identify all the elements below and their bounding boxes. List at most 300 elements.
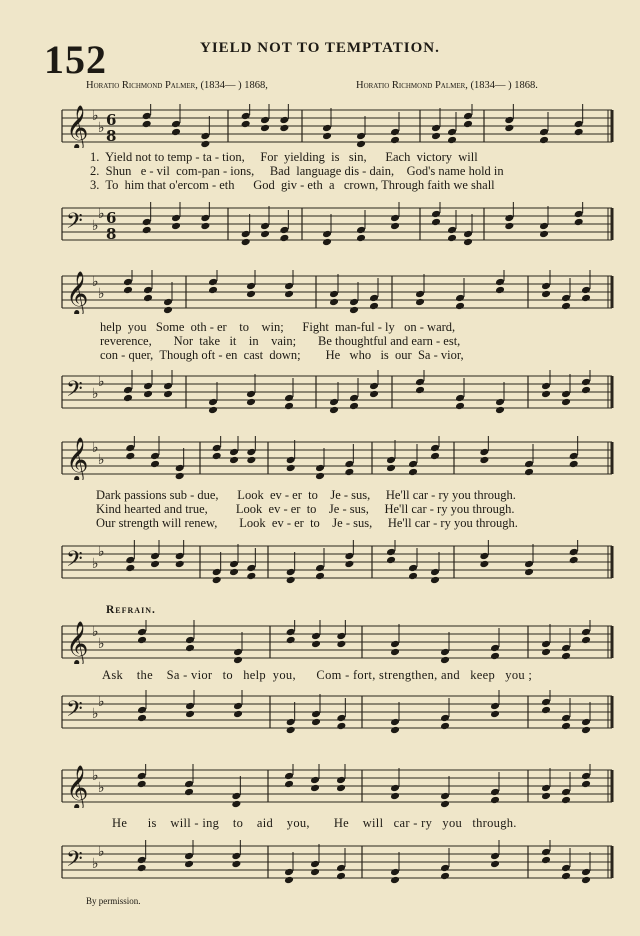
notehead (504, 124, 514, 133)
notehead (561, 644, 571, 653)
notehead (286, 456, 296, 465)
notehead (123, 386, 133, 395)
notehead (125, 444, 135, 453)
notehead (246, 456, 256, 465)
notehead (581, 780, 591, 789)
notehead (390, 648, 400, 657)
notehead (495, 406, 505, 414)
notehead (524, 568, 534, 577)
lyric-line: Dark passions sub - due, Look ev - er to Je - sus, He'll car - ry you through. (96, 488, 516, 502)
notehead (479, 456, 489, 465)
notehead (137, 772, 147, 781)
refrain-lyric: He is will - ing to aid you, He will car - ry you through. (112, 816, 517, 830)
notehead (125, 564, 135, 573)
notehead (229, 568, 239, 577)
notehead (260, 124, 270, 133)
notehead (200, 214, 210, 223)
notehead (581, 868, 591, 877)
notehead (561, 398, 571, 407)
notehead (246, 398, 256, 407)
notehead (329, 298, 339, 307)
notehead (286, 718, 296, 727)
notehead (524, 468, 534, 477)
notehead (171, 120, 181, 129)
notehead (569, 452, 579, 461)
notehead (163, 390, 173, 399)
notehead (541, 784, 551, 793)
notehead (310, 784, 320, 793)
notehead (581, 628, 591, 637)
notehead (233, 648, 243, 657)
notehead (390, 136, 400, 145)
treble-clef-icon: 𝄞 (66, 437, 89, 480)
lyric-line: help you Some oth - er to win; Fight man-ful - ly on - ward, (100, 320, 456, 334)
notehead (561, 294, 571, 303)
flat-icon: ♭ (98, 636, 105, 652)
notehead (233, 656, 243, 664)
notehead (310, 868, 320, 877)
notehead (581, 876, 591, 884)
bass-staff (0, 370, 640, 414)
notehead (541, 390, 551, 399)
notehead (541, 648, 551, 657)
notehead (260, 116, 270, 125)
notehead (561, 302, 571, 311)
notehead (539, 128, 549, 137)
flat-icon: ♭ (98, 694, 105, 710)
notehead (246, 282, 256, 291)
notehead (431, 124, 441, 133)
notehead (137, 636, 147, 645)
refrain-lyric: Ask the Sa - vior to help you, Com - fort, strengthen, and keep you ; (102, 668, 533, 682)
flat-icon: ♭ (92, 440, 99, 456)
notehead (143, 382, 153, 391)
notehead (163, 306, 173, 314)
notehead (369, 294, 379, 303)
notehead (246, 390, 256, 399)
notehead (541, 282, 551, 291)
notehead (390, 726, 400, 734)
notehead (569, 548, 579, 557)
notehead (284, 394, 294, 403)
notehead (142, 112, 152, 121)
notehead (246, 564, 256, 573)
notehead (336, 632, 346, 641)
notehead (390, 214, 400, 223)
notehead (369, 302, 379, 311)
notehead (137, 706, 147, 715)
notehead (212, 576, 222, 584)
notehead (356, 140, 366, 148)
bass-staff (0, 840, 640, 884)
notehead (356, 226, 366, 235)
notehead (431, 132, 441, 141)
time-signature-bottom: 8 (106, 225, 117, 243)
notehead (175, 552, 185, 561)
lyric-line: reverence, Nor take it in vain; Be thoughtful and earn - est, (100, 334, 461, 348)
treble-staff (0, 620, 640, 664)
notehead (212, 444, 222, 453)
notehead (233, 710, 243, 719)
notehead (260, 230, 270, 239)
notehead (490, 796, 500, 805)
treble-clef-icon: 𝄞 (66, 765, 89, 808)
notehead (212, 568, 222, 577)
time-signature-top: 6 (106, 209, 117, 227)
notehead (541, 640, 551, 649)
notehead (184, 788, 194, 797)
notehead (463, 120, 473, 129)
notehead (447, 136, 457, 145)
notehead (539, 230, 549, 239)
notehead (390, 792, 400, 801)
notehead (184, 780, 194, 789)
notehead (185, 710, 195, 719)
notehead (541, 792, 551, 801)
bass-clef-icon: 𝄢 (66, 697, 83, 727)
notehead (142, 120, 152, 129)
notehead (440, 714, 450, 723)
notehead (455, 302, 465, 311)
notehead (455, 394, 465, 403)
notehead (581, 772, 591, 781)
notehead (185, 636, 195, 645)
notehead (284, 290, 294, 299)
notehead (241, 230, 251, 239)
notehead (279, 226, 289, 235)
notehead (336, 776, 346, 785)
notehead (495, 286, 505, 295)
notehead (143, 294, 153, 303)
flat-icon: ♭ (98, 780, 105, 796)
notehead (386, 464, 396, 473)
notehead (142, 218, 152, 227)
notehead (231, 800, 241, 808)
notehead (123, 394, 133, 403)
notehead (336, 864, 346, 873)
notehead (200, 222, 210, 231)
flat-icon: ♭ (92, 108, 99, 124)
lyric-line: Our strength will renew, Look ev - er to Je - sus, He'll car - ry you through. (96, 516, 518, 530)
notehead (561, 390, 571, 399)
notehead (231, 860, 241, 869)
notehead (524, 560, 534, 569)
notehead (490, 852, 500, 861)
notehead (137, 856, 147, 865)
notehead (430, 444, 440, 453)
notehead (150, 560, 160, 569)
notehead (286, 636, 296, 645)
flat-icon: ♭ (98, 374, 105, 390)
notehead (241, 112, 251, 121)
notehead (574, 128, 584, 137)
notehead (279, 124, 289, 133)
notehead (246, 572, 256, 581)
notehead (479, 448, 489, 457)
notehead (447, 226, 457, 235)
notehead (490, 788, 500, 797)
notehead (539, 222, 549, 231)
notehead (123, 278, 133, 287)
lyric-line: 1. Yield not to temp - ta - tion, For yielding is sin, Each victory will (90, 150, 478, 164)
notehead (322, 238, 332, 246)
notehead (430, 576, 440, 584)
hymn-number: 152 (44, 37, 107, 82)
treble-clef-icon: 𝄞 (66, 621, 89, 664)
notehead (581, 378, 591, 387)
notehead (390, 222, 400, 231)
notehead (185, 702, 195, 711)
hymn-title: YIELD NOT TO TEMPTATION. (200, 40, 440, 56)
notehead (286, 628, 296, 637)
notehead (279, 116, 289, 125)
notehead (284, 876, 294, 884)
notehead (415, 386, 425, 395)
notehead (504, 116, 514, 125)
notehead (463, 230, 473, 239)
notehead (336, 784, 346, 793)
notehead (415, 290, 425, 299)
notehead (490, 860, 500, 869)
notehead (260, 222, 270, 231)
notehead (344, 460, 354, 469)
notehead (315, 564, 325, 573)
notehead (143, 390, 153, 399)
notehead (479, 560, 489, 569)
notehead (344, 552, 354, 561)
notehead (386, 556, 396, 565)
treble-staff (0, 270, 640, 314)
notehead (349, 298, 359, 307)
notehead (229, 456, 239, 465)
notehead (349, 306, 359, 314)
flat-icon: ♭ (98, 286, 105, 302)
notehead (229, 448, 239, 457)
notehead (143, 286, 153, 295)
notehead (408, 460, 418, 469)
flat-icon: ♭ (92, 624, 99, 640)
notehead (137, 864, 147, 873)
notehead (447, 128, 457, 137)
notehead (561, 864, 571, 873)
notehead (463, 112, 473, 121)
notehead (208, 286, 218, 295)
notehead (125, 556, 135, 565)
notehead (311, 640, 321, 649)
notehead (447, 234, 457, 243)
bass-clef-icon: 𝄢 (66, 209, 83, 239)
notehead (490, 710, 500, 719)
notehead (561, 714, 571, 723)
notehead (208, 398, 218, 407)
notehead (490, 702, 500, 711)
notehead (137, 780, 147, 789)
notehead (171, 128, 181, 137)
refrain-label: Refrain. (106, 604, 156, 616)
flat-icon: ♭ (92, 768, 99, 784)
notehead (125, 452, 135, 461)
notehead (356, 234, 366, 243)
lyric-line: 3. To him that o'ercom - eth God giv - eth a crown, Through faith we shall (90, 178, 495, 192)
notehead (231, 792, 241, 801)
notehead (581, 294, 591, 303)
notehead (581, 386, 591, 395)
notehead (150, 452, 160, 461)
treble-staff (0, 436, 640, 480)
flat-icon: ♭ (92, 706, 99, 722)
notehead (315, 472, 325, 480)
notehead (430, 568, 440, 577)
notehead (123, 286, 133, 295)
credit-music: Horatio Richmond Palmer, (1834— ) 1868. (356, 80, 538, 91)
bass-clef-icon: 𝄢 (66, 377, 83, 407)
lyric-line: 2. Shun e - vil com-pan - ions, Bad language dis - dain, God's name hold in (90, 164, 504, 178)
notehead (175, 472, 185, 480)
notehead (322, 230, 332, 239)
lyric-line: con - quer, Though oft - en cast down; He who is our Sa - vior, (100, 348, 464, 362)
notehead (561, 722, 571, 731)
notehead (431, 218, 441, 227)
flat-icon: ♭ (92, 218, 99, 234)
notehead (569, 460, 579, 469)
notehead (184, 860, 194, 869)
notehead (163, 382, 173, 391)
notehead (241, 120, 251, 129)
bass-clef-icon: 𝄢 (66, 547, 83, 577)
notehead (329, 290, 339, 299)
treble-clef-icon: 𝄞 (66, 105, 89, 148)
credit-words: Horatio Richmond Palmer, (1834— ) 1868, (86, 80, 268, 91)
notehead (241, 238, 251, 246)
notehead (408, 468, 418, 477)
notehead (336, 640, 346, 649)
bass-staff (0, 540, 640, 584)
notehead (440, 722, 450, 731)
flat-icon: ♭ (98, 120, 105, 136)
notehead (171, 222, 181, 231)
notehead (463, 238, 473, 246)
notehead (440, 656, 450, 664)
notehead (284, 772, 294, 781)
notehead (455, 294, 465, 303)
flat-icon: ♭ (98, 844, 105, 860)
notehead (310, 776, 320, 785)
notehead (279, 234, 289, 243)
flat-icon: ♭ (92, 274, 99, 290)
notehead (574, 218, 584, 227)
notehead (246, 448, 256, 457)
flat-icon: ♭ (98, 206, 105, 222)
notehead (430, 452, 440, 461)
notehead (386, 456, 396, 465)
notehead (329, 398, 339, 407)
footer-note: By permission. (86, 896, 141, 906)
notehead (408, 564, 418, 573)
notehead (233, 702, 243, 711)
notehead (390, 784, 400, 793)
notehead (349, 402, 359, 411)
notehead (284, 780, 294, 789)
notehead (356, 132, 366, 141)
notehead (369, 390, 379, 399)
notehead (185, 644, 195, 653)
notehead (440, 648, 450, 657)
treble-staff (0, 764, 640, 808)
time-signature-bottom: 8 (106, 127, 117, 145)
notehead (322, 132, 332, 141)
notehead (581, 718, 591, 727)
notehead (415, 378, 425, 387)
notehead (581, 286, 591, 295)
notehead (390, 640, 400, 649)
notehead (208, 278, 218, 287)
notehead (390, 868, 400, 877)
notehead (581, 636, 591, 645)
notehead (561, 872, 571, 881)
notehead (390, 128, 400, 137)
flat-icon: ♭ (92, 386, 99, 402)
flat-icon: ♭ (98, 452, 105, 468)
notehead (344, 468, 354, 477)
notehead (336, 872, 346, 881)
notehead (440, 872, 450, 881)
notehead (137, 714, 147, 723)
bass-staff (0, 202, 640, 246)
notehead (408, 572, 418, 581)
bass-staff (0, 690, 640, 734)
bass-clef-icon: 𝄢 (66, 847, 83, 877)
notehead (315, 572, 325, 581)
notehead (246, 290, 256, 299)
notehead (440, 864, 450, 873)
notehead (231, 852, 241, 861)
notehead (390, 876, 400, 884)
notehead (490, 644, 500, 653)
treble-staff (0, 104, 640, 148)
notehead (504, 222, 514, 231)
notehead (349, 394, 359, 403)
notehead (150, 552, 160, 561)
notehead (208, 406, 218, 414)
notehead (163, 298, 173, 307)
notehead (431, 210, 441, 219)
notehead (415, 298, 425, 307)
notehead (284, 868, 294, 877)
notehead (440, 800, 450, 808)
notehead (212, 452, 222, 461)
notehead (310, 860, 320, 869)
notehead (440, 792, 450, 801)
notehead (541, 848, 551, 857)
notehead (286, 464, 296, 473)
notehead (561, 788, 571, 797)
notehead (390, 718, 400, 727)
notehead (284, 282, 294, 291)
notehead (322, 124, 332, 133)
notehead (311, 710, 321, 719)
notehead (175, 560, 185, 569)
notehead (561, 796, 571, 805)
notehead (286, 726, 296, 734)
time-signature-top: 6 (106, 111, 117, 129)
notehead (541, 382, 551, 391)
notehead (541, 698, 551, 707)
treble-clef-icon: 𝄞 (66, 271, 89, 314)
flat-icon: ♭ (98, 544, 105, 560)
notehead (311, 718, 321, 727)
notehead (495, 398, 505, 407)
notehead (541, 290, 551, 299)
